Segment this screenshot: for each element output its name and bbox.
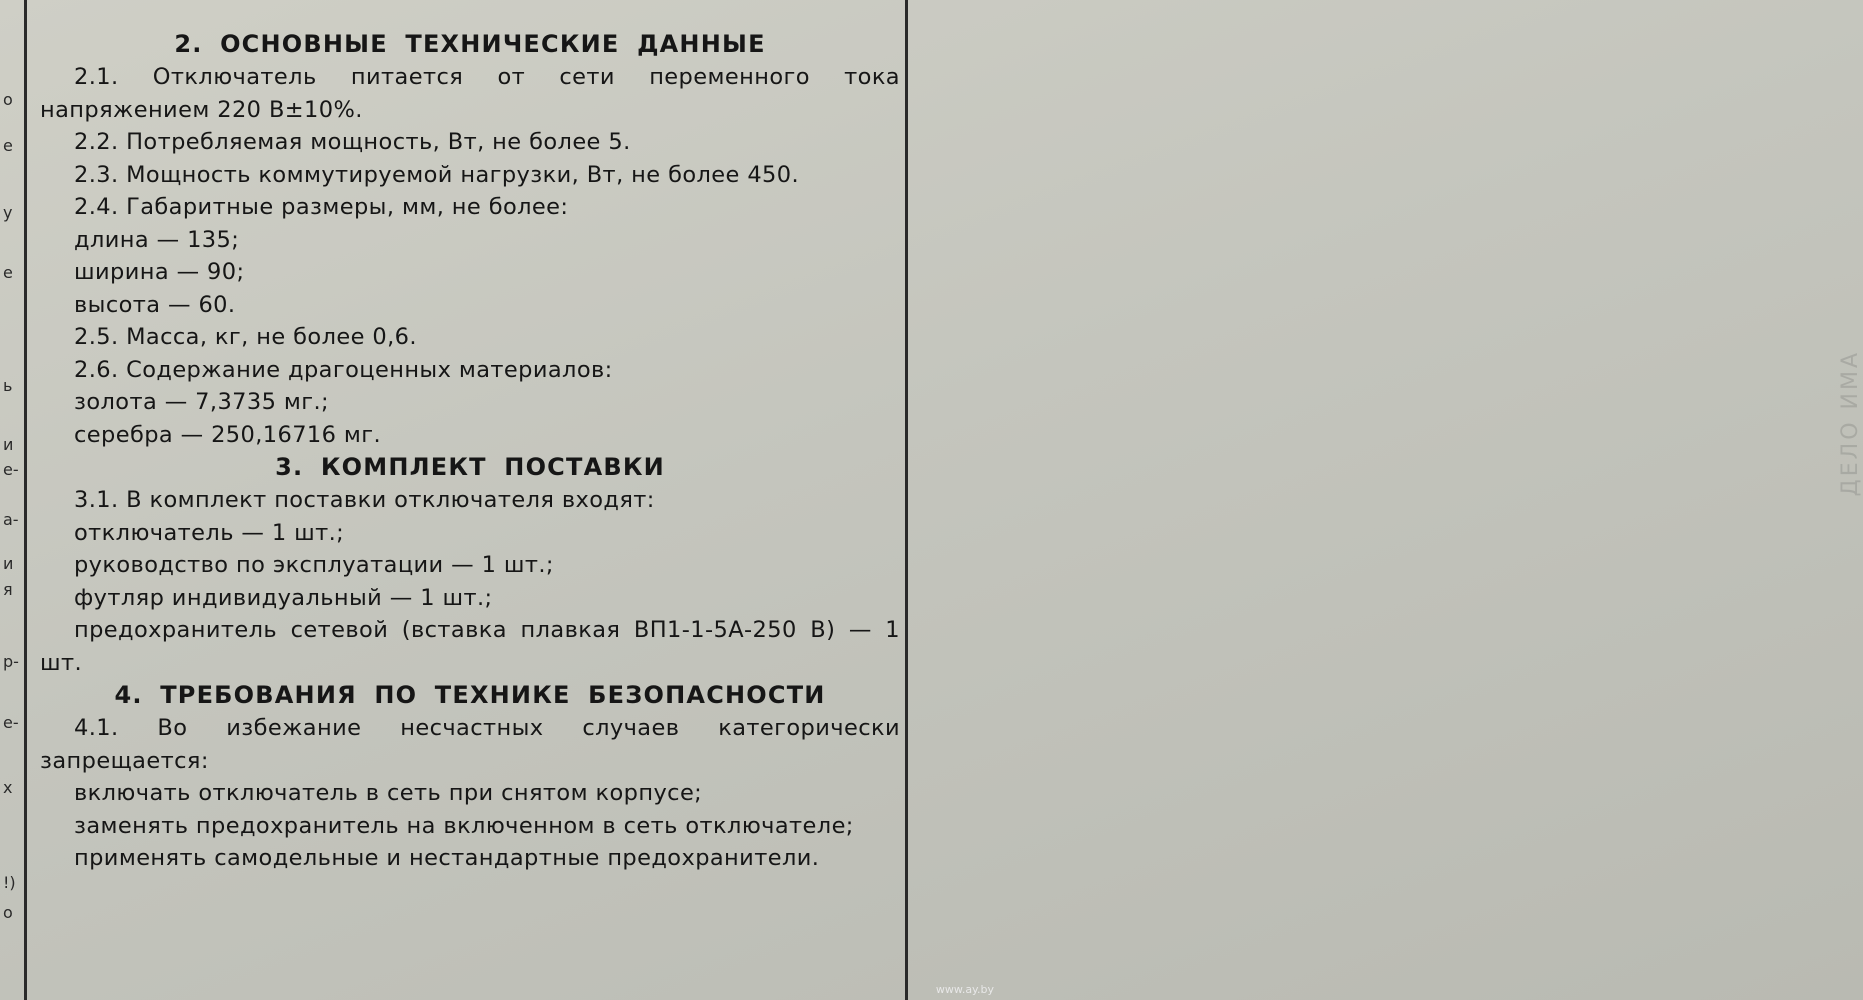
margin-fragment: !) xyxy=(3,873,16,892)
left-page-edge xyxy=(0,0,27,1000)
section-technical-data xyxy=(40,28,900,451)
paragraph: 2.5. Масса, кг, не более 0,6. xyxy=(74,324,417,350)
paragraph: заменять предохранитель на включенном в сеть отключателе; xyxy=(74,812,854,839)
paragraph: 2.1. Отключатель питается от сети переменного тока напряжением 220 В±10%. xyxy=(40,64,900,123)
paragraph: предохранитель сетевой (вставка плавкая ВП1-1-5А-250 В) — 1 шт. xyxy=(40,617,900,676)
margin-fragment: и xyxy=(3,435,14,454)
margin-fragment: а- xyxy=(3,510,19,529)
margin-fragment: е xyxy=(3,136,13,155)
list-item: золота — 7,3735 мг.; xyxy=(74,389,329,415)
paragraph: 2.6. Содержание драгоценных материалов: xyxy=(74,356,613,383)
bleed-through-text: ДЕЛО ИМА xyxy=(1838,350,1863,497)
margin-fragment: е- xyxy=(3,460,19,479)
list-item: высота — 60. xyxy=(74,291,236,318)
document-body xyxy=(40,28,900,875)
margin-fragment: у xyxy=(3,203,13,222)
margin-fragment: е- xyxy=(3,713,19,732)
margin-fragment: х xyxy=(3,778,13,797)
watermark: www.ay.by xyxy=(935,983,994,996)
margin-fragment: ь xyxy=(3,376,13,395)
paragraph: 4.1. Во избежание несчастных случаев категорически запрещается: xyxy=(40,715,900,774)
section-delivery-set xyxy=(40,451,900,679)
section-heading: 3. КОМПЛЕКТ ПОСТАВКИ xyxy=(275,453,665,481)
paragraph: 2.2. Потребляемая мощность, Вт, не более 5. xyxy=(74,129,631,155)
margin-fragment: о xyxy=(3,903,13,922)
margin-fragment: я xyxy=(3,580,13,599)
section-safety-requirements xyxy=(40,679,900,875)
list-item: ширина — 90; xyxy=(74,259,245,285)
right-page-edge xyxy=(905,0,1863,1000)
list-item: серебра — 250,16716 мг. xyxy=(74,421,382,448)
margin-fragment: и xyxy=(3,554,14,573)
paragraph: 2.4. Габаритные размеры, мм, не более: xyxy=(74,194,569,220)
section-heading: 2. ОСНОВНЫЕ ТЕХНИЧЕСКИЕ ДАННЫЕ xyxy=(174,30,766,58)
paragraph: 2.3. Мощность коммутируемой нагрузки, Вт, не более 450. xyxy=(74,161,800,188)
section-heading: 4. ТРЕБОВАНИЯ ПО ТЕХНИКЕ БЕЗОПАСНОСТИ xyxy=(114,681,826,709)
paragraph: применять самодельные и нестандартные предохранители. xyxy=(74,845,820,871)
list-item: руководство по эксплуатации — 1 шт.; xyxy=(74,552,554,578)
list-item: длина — 135; xyxy=(74,226,240,253)
list-item: футляр индивидуальный — 1 шт.; xyxy=(74,584,493,611)
paragraph: включать отключатель в сеть при снятом корпусе; xyxy=(74,780,703,806)
list-item: отключатель — 1 шт.; xyxy=(74,519,345,546)
margin-fragment: р- xyxy=(3,652,19,671)
margin-fragment: е xyxy=(3,263,13,282)
paragraph: 3.1. В комплект поставки отключателя входят: xyxy=(74,487,655,513)
margin-fragment: о xyxy=(3,90,13,109)
